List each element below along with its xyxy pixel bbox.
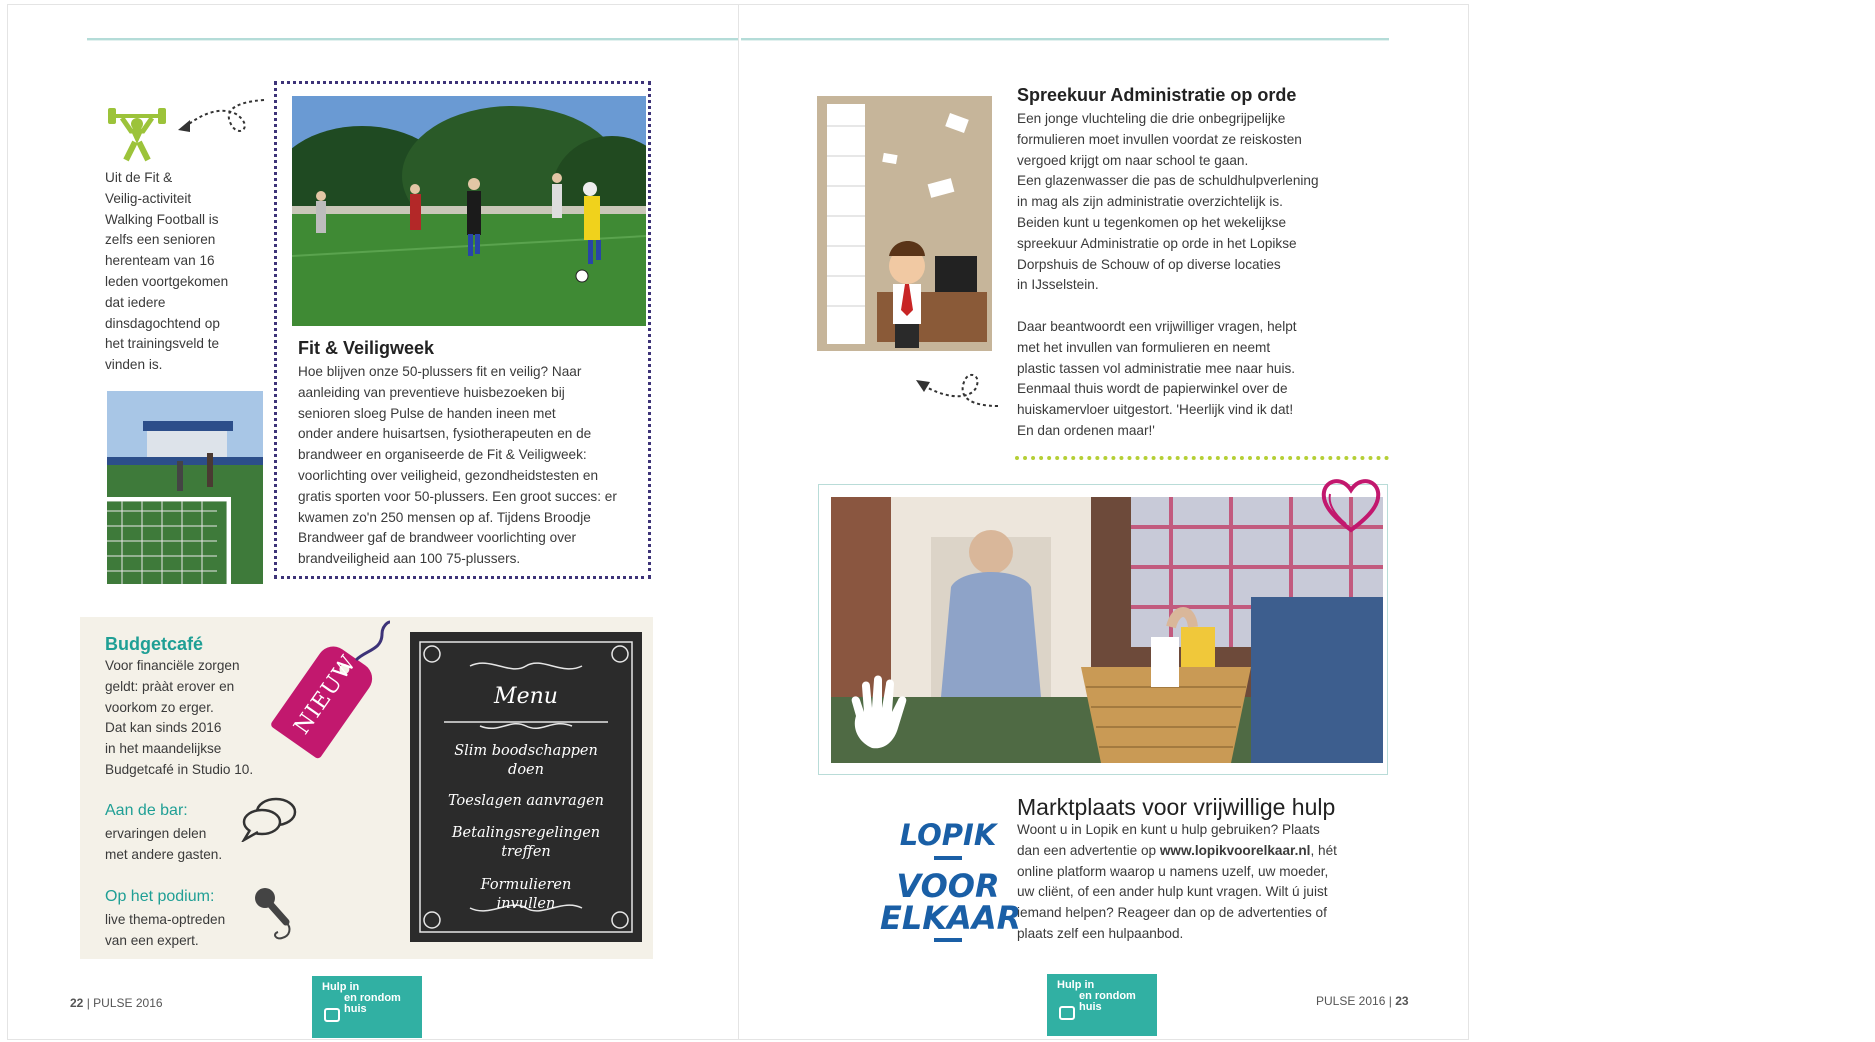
menu-item [410, 876, 642, 914]
caption-line: dinsdagochtend op [105, 315, 220, 331]
body-line: Voor financiële zorgen [105, 658, 240, 673]
lopikvoorelkaar-link[interactable]: www.lopikvoorelkaar.nl [1159, 842, 1311, 858]
publication-name: PULSE 2016 [1316, 994, 1386, 1008]
dotted-divider [1015, 456, 1389, 460]
body-line [1017, 841, 1407, 862]
menu-item-line: invullen [496, 896, 556, 912]
logo-rule [934, 938, 962, 942]
marktplaats-body [1017, 820, 1407, 945]
body-line: Daar beantwoordt een vrijwilliger vragen, helpt [1017, 319, 1297, 334]
spreekuur-para2 [1017, 317, 1397, 442]
logo-rule [934, 856, 962, 860]
body-line: Een jonge vluchteling die drie onbegrijpelijke [1017, 111, 1286, 126]
lopik-logo-line: VOOR [896, 867, 1000, 905]
menu-item [410, 742, 642, 780]
heart-icon [1318, 474, 1384, 534]
aan-de-bar-body [105, 824, 255, 866]
op-het-podium-body [105, 910, 255, 952]
body-line: van een expert. [105, 932, 199, 948]
body-line: brandweer en organiseerde de Fit & Veiligweek: [298, 447, 587, 463]
caption-line: dat iedere [105, 294, 166, 310]
body-line: Hoe blijven onze 50-plussers fit en veilig? Naar [298, 364, 582, 379]
caption-line: Walking Football is [105, 211, 219, 227]
body-line: iemand helpen? Reageer dan op de advertenties of [1017, 905, 1327, 921]
house-heart-icon [324, 1008, 340, 1022]
body-line: voorkom zo erger. [105, 699, 214, 715]
badge-line: Hulp in [1057, 979, 1095, 991]
footer-right [1316, 994, 1409, 1008]
hand-logo-icon [842, 672, 912, 752]
budgetcafe-body [105, 656, 285, 781]
walking-football-photo [292, 96, 646, 326]
marktplaats-title: Marktplaats voor vrijwillige hulp [1017, 794, 1336, 820]
menu-item-line: Formulieren [480, 877, 572, 893]
body-line: geldt: prààt erover en [105, 678, 235, 694]
body-line: Woont u in Lopik en kunt u hulp gebruiken? Plaats [1017, 822, 1320, 837]
menu-item-line: Slim boodschappen [454, 743, 598, 759]
menu-item-line: Toeslagen aanvragen [448, 793, 604, 809]
body-line: plaats zelf een hulpaanbod. [1017, 925, 1184, 941]
tag-string-icon [352, 620, 392, 664]
budgetcafe-title: Budgetcafé [105, 634, 204, 654]
microphone-icon [252, 886, 296, 940]
body-line: aanleiding van preventieve huisbezoeken bij [298, 384, 565, 400]
badge-line: en rondom [344, 992, 401, 1004]
caption-line: herenteam van 16 [105, 253, 215, 269]
body-line: senioren sloeg Pulse de handen ineen met [298, 405, 556, 421]
body-line: online platform waarop u namens uzelf, uw moeder, [1017, 863, 1329, 879]
menu-item [410, 824, 642, 862]
badge-line: en rondom [1079, 990, 1136, 1002]
lopik-logo-line: LOPIK [899, 818, 997, 852]
body-line: kwamen zo'n 250 mensen op af. Tijdens Broodje [298, 509, 591, 525]
footer-left [70, 996, 163, 1010]
fit-veiligweek-title: Fit & Veiligweek [298, 338, 435, 358]
body-line: spreekuur Administratie op orde in het Lopikse [1017, 235, 1297, 251]
publication-name: PULSE 2016 [93, 996, 163, 1010]
body-line: onder andere huisartsen, fysiotherapeuten en de [298, 426, 592, 442]
body-line: gratis sporten voor 50-plussers. Een groot succes: er [298, 488, 617, 504]
body-line: Dat kan sinds 2016 [105, 720, 222, 736]
badge-line: huis [344, 1003, 367, 1015]
op-het-podium-title: Op het podium: [105, 888, 215, 905]
paperwork-clerk-illustration [817, 96, 992, 351]
nieuw-tag-label: NIEUW [289, 650, 362, 740]
menu-item-line: doen [508, 762, 544, 778]
page-number: 23 [1395, 994, 1409, 1008]
body-line: in mag als zijn administratie overzichtelijk is. [1017, 194, 1283, 210]
body-line: Budgetcafé in Studio 10. [105, 761, 254, 777]
top-rule-left [87, 38, 738, 41]
body-line: brandveiligheid aan 100 75-plussers. [298, 551, 521, 567]
body-line: vergoed krijgt om naar school te gaan. [1017, 152, 1249, 168]
body-line: Dorpshuis de Schouw of op diverse locaties [1017, 256, 1281, 272]
footer-separator: | [86, 996, 90, 1010]
menu-item-line: Betalingsregelingen [451, 825, 601, 841]
menu-title: Menu [494, 684, 558, 709]
top-rule-right [741, 38, 1389, 41]
body-line: met andere gasten. [105, 846, 223, 862]
body-text: , hét [1310, 842, 1337, 858]
hulp-badge-right [1047, 974, 1157, 1036]
weightlifter-icon [104, 100, 170, 162]
badge-line: Hulp in [322, 981, 360, 993]
body-line: Brandweer gaf de brandweer voorlichting over [298, 530, 577, 546]
spreekuur-para1 [1017, 109, 1397, 296]
caption-line: Veilig-activiteit [105, 190, 192, 206]
caption-line: leden voortgekomen [105, 273, 229, 289]
dotted-arrow-icon [912, 362, 1002, 410]
body-line: in het maandelijkse [105, 741, 222, 757]
house-heart-icon [1059, 1006, 1075, 1020]
spreekuur-title: Spreekuur Administratie op orde [1017, 85, 1297, 105]
lopik-logo-line: ELKAAR [880, 899, 1022, 937]
footer-separator: | [1388, 994, 1392, 1008]
body-line: Eenmaal thuis wordt de papierwinkel over de [1017, 381, 1288, 397]
fit-veilig-caption [105, 168, 265, 376]
body-line: met het invullen van formulieren en neemt [1017, 339, 1271, 355]
menu-item-line: treffen [501, 844, 551, 860]
body-line: voorlichting over veiligheid, gezondheidstesten en [298, 467, 599, 483]
body-line: in IJsselstein. [1017, 277, 1099, 293]
menu-item [410, 792, 642, 811]
body-line: huiskamervloer uitgestort. 'Heerlijk vind ik dat! [1017, 402, 1294, 418]
body-line: ervaringen delen [105, 826, 207, 841]
dotted-arrow-icon [176, 96, 268, 144]
caption-line: Uit de Fit & [105, 170, 173, 185]
body-line: formulieren moet invullen voordat ze reiskosten [1017, 131, 1302, 147]
body-line: uw cliënt, of een ander hulp kunt vragen. Wilt ú juist [1017, 884, 1328, 900]
groceries-basket-photo [831, 497, 1383, 763]
body-text: dan een advertentie op [1017, 842, 1160, 858]
caption-line: vinden is. [105, 357, 163, 373]
badge-line: huis [1079, 1001, 1102, 1013]
caption-line: zelfs een senioren [105, 232, 216, 248]
body-line: plastic tassen vol administratie mee naar huis. [1017, 360, 1296, 376]
body-line: En dan ordenen maar!' [1017, 422, 1155, 438]
body-line: live thema-optreden [105, 912, 226, 927]
chalkboard-menu [410, 632, 642, 942]
fit-veiligweek-body [298, 362, 648, 570]
body-line: Een glazenwasser die pas de schuldhulpverlening [1017, 173, 1319, 189]
body-line: Beiden kunt u tegenkomen op het wekelijkse [1017, 214, 1287, 230]
stadium-goal-photo [107, 391, 263, 584]
aan-de-bar-title: Aan de bar: [105, 802, 188, 819]
hulp-badge-left [312, 976, 422, 1038]
caption-line: het trainingsveld te [105, 336, 220, 352]
page-number: 22 [70, 996, 84, 1010]
